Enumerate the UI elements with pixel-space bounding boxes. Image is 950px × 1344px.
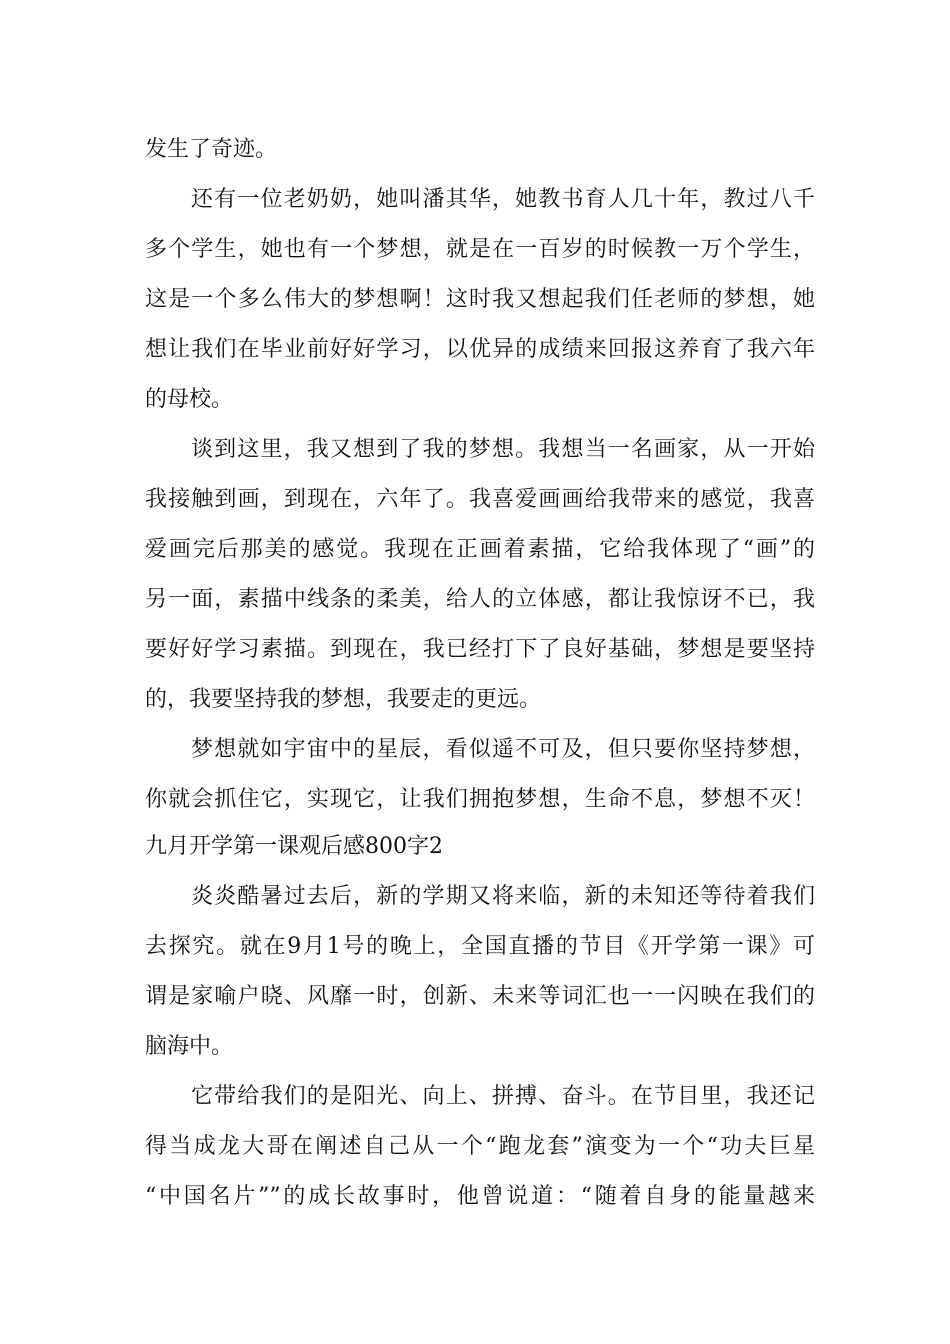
text-line: 的，我要坚持我的梦想，我要走的更远。 bbox=[145, 687, 542, 712]
text-line: 想让我们在毕业前好好学习，以优异的成绩来回报这养育了我六年 bbox=[145, 337, 815, 362]
section-heading: 九月开学第一课观后感800字2 bbox=[145, 834, 443, 859]
paragraph-first-line: 炎炎酷暑过去后，新的学期又将来临，新的未知还等待着我们 bbox=[191, 884, 815, 909]
text-line: 你就会抓住它，实现它，让我们拥抱梦想，生命不息，梦想不灭！ bbox=[145, 787, 815, 812]
text-line: “中国名片””的成长故事时，他曾说道：“随着自身的能量越来 bbox=[145, 1184, 815, 1209]
paragraph-first-line: 谈到这里，我又想到了我的梦想。我想当一名画家，从一开始 bbox=[191, 437, 815, 462]
paragraph-first-line: 它带给我们的是阳光、向上、拼搏、奋斗。在节目里，我还记 bbox=[191, 1084, 815, 1109]
paragraph-first-line: 还有一位老奶奶，她叫潘其华，她教书育人几十年，教过八千 bbox=[191, 187, 815, 212]
text-line: 另一面，素描中线条的柔美，给人的立体感，都让我惊讶不已，我 bbox=[145, 587, 815, 612]
text-line: 脑海中。 bbox=[145, 1034, 234, 1059]
text-line: 这是一个多么伟大的梦想啊！这时我又想起我们任老师的梦想，她 bbox=[145, 287, 815, 312]
text-line: 发生了奇迹。 bbox=[145, 137, 278, 162]
text-line: 爱画完后那美的感觉。我现在正画着素描，它给我体现了“画”的 bbox=[145, 537, 815, 562]
text-line: 得当成龙大哥在阐述自己从一个“跑龙套”演变为一个“功夫巨星 bbox=[145, 1134, 815, 1159]
text-line: 我接触到画，到现在，六年了。我喜爱画画给我带来的感觉，我喜 bbox=[145, 487, 815, 512]
text-line: 多个学生，她也有一个梦想，就是在一百岁的时候教一万个学生， bbox=[145, 237, 815, 262]
text-line: 的母校。 bbox=[145, 387, 234, 412]
paragraph-first-line: 梦想就如宇宙中的星辰，看似遥不可及，但只要你坚持梦想， bbox=[191, 737, 815, 762]
text-line: 谓是家喻户晓、风靡一时，创新、未来等词汇也一一闪映在我们的 bbox=[145, 984, 815, 1009]
text-line: 要好好学习素描。到现在，我已经打下了良好基础，梦想是要坚持 bbox=[145, 637, 815, 662]
text-line: 去探究。就在9月1号的晚上，全国直播的节目《开学第一课》可 bbox=[145, 934, 815, 959]
